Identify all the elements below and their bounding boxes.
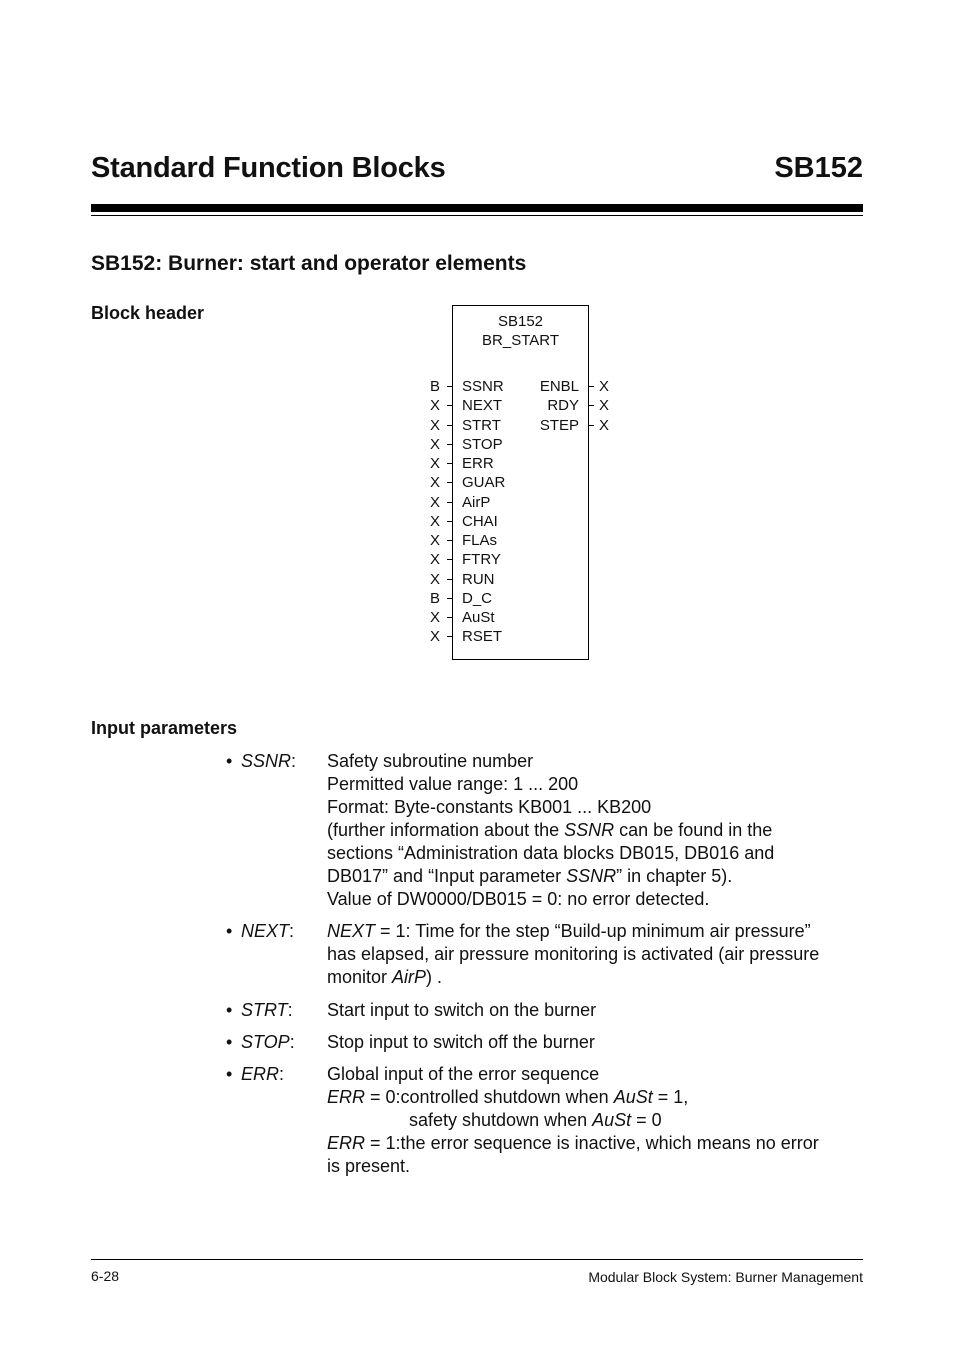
input-pin-row (0, 493, 954, 512)
input-pin-type: B (430, 590, 441, 607)
text-line: Permitted value range: 1 ... 200 (327, 774, 579, 794)
input-pin-name: AuSt (462, 609, 495, 626)
input-pin-type: X (430, 628, 441, 645)
text-run-italic: ERR (327, 1133, 366, 1153)
text-run: controlled shutdown when (400, 1087, 614, 1107)
param-colon: : (279, 1064, 285, 1084)
input-pin-name: STRT (462, 417, 501, 434)
input-pin-row (0, 435, 954, 454)
text-run: ” in chapter 5). (616, 866, 733, 886)
bullet: • (226, 751, 233, 771)
input-pin-type: X (430, 436, 441, 453)
text-line: sections “Administration data blocks DB015, DB016 and (327, 843, 775, 863)
pin-connector (447, 598, 452, 599)
output-pin-type: X (599, 397, 610, 414)
text-run-italic: AuSt (592, 1110, 632, 1130)
text-line: Stop input to switch off the burner (327, 1032, 595, 1052)
block-type-name: BR_START (482, 332, 559, 349)
chapter-title: Standard Function Blocks (91, 152, 446, 184)
text-run: the error sequence is inactive, which means no error (400, 1133, 819, 1153)
input-pin-name: FLAs (462, 532, 498, 549)
input-pin-type: X (430, 455, 441, 472)
input-pin-type: X (430, 551, 441, 568)
footer-rule (91, 1259, 863, 1260)
input-pin-row (0, 570, 954, 589)
text-run: monitor (327, 967, 393, 987)
output-pin-type: X (599, 378, 610, 395)
input-pin-name: RSET (462, 628, 503, 645)
text-run-italic: NEXT (327, 921, 376, 941)
text-line (327, 1086, 863, 1109)
footer-doc-title: Modular Block System: Burner Management (588, 1269, 863, 1285)
text-run-italic: SSNR (564, 820, 615, 840)
input-pin-row (0, 512, 954, 531)
input-pin-name: GUAR (462, 474, 506, 491)
bullet: • (226, 1000, 233, 1020)
text-line (327, 966, 863, 989)
text-line: Format: Byte-constants KB001 ... KB200 (327, 797, 652, 817)
text-run-italic: AirP (392, 967, 427, 987)
text-run: = 0: (365, 1087, 401, 1107)
output-pin-row (0, 396, 954, 415)
text-run-italic: AuSt (613, 1087, 653, 1107)
text-run: DB017” and “Input parameter (327, 866, 567, 886)
text-run: = 0 (631, 1110, 662, 1130)
text-run: = 1: Time for the step “Build-up minimum air pressure” (375, 921, 811, 941)
param-description (327, 999, 863, 1022)
section-title: SB152: Burner: start and operator elements (91, 252, 527, 275)
input-pin-type: X (430, 417, 441, 434)
text-run: ) . (426, 967, 443, 987)
param-name: ERR (241, 1064, 280, 1084)
bullet: • (226, 1032, 233, 1052)
text-line: has elapsed, air pressure monitoring is activated (air pressure (327, 944, 820, 964)
input-parameters-heading: Input parameters (91, 718, 238, 738)
input-pin-type: X (430, 397, 441, 414)
text-run: = 1, (652, 1087, 689, 1107)
input-pin-type: X (430, 494, 441, 511)
text-line (327, 1132, 863, 1155)
input-pin-row (0, 550, 954, 569)
input-pin-name: RUN (462, 571, 495, 588)
param-colon: : (289, 921, 295, 941)
param-colon: : (289, 1032, 295, 1052)
input-pin-name: STOP (462, 436, 503, 453)
output-pin-name: RDY (547, 397, 579, 414)
header-rule-thin (91, 215, 863, 216)
pin-connector (589, 386, 594, 387)
text-line (327, 819, 863, 842)
param-description (327, 750, 863, 911)
page-number: 6-28 (91, 1268, 120, 1284)
text-line: Start input to switch on the burner (327, 1000, 597, 1020)
text-line: Safety subroutine number (327, 751, 534, 771)
input-pin-row (0, 589, 954, 608)
input-pin-name: SSNR (462, 378, 504, 395)
input-pin-row (0, 627, 954, 646)
text-run: = 1: (365, 1133, 401, 1153)
text-line (327, 920, 863, 943)
text-line: Value of DW0000/DB015 = 0: no error detected. (327, 889, 710, 909)
text-line (327, 865, 863, 888)
pin-connector (447, 559, 452, 560)
output-pin-row (0, 377, 954, 396)
input-pin-row (0, 531, 954, 550)
pin-connector (589, 405, 594, 406)
input-pin-name: CHAI (462, 513, 498, 530)
param-description (327, 1063, 863, 1178)
output-pin-name: ENBL (539, 378, 579, 395)
text-line (327, 1109, 863, 1132)
input-pin-row (0, 473, 954, 492)
pin-connector (447, 502, 452, 503)
pin-connector (447, 579, 452, 580)
input-pin-type: X (430, 474, 441, 491)
output-pin-type: X (599, 417, 610, 434)
pin-connector (447, 463, 452, 464)
param-colon: : (287, 1000, 293, 1020)
param-name: NEXT (241, 921, 290, 941)
output-pin-name: STEP (539, 417, 579, 434)
param-colon: : (291, 751, 297, 771)
param-description (327, 920, 863, 989)
pin-connector (447, 482, 452, 483)
pin-connector (447, 521, 452, 522)
bullet: • (226, 1064, 233, 1084)
input-pin-name: ERR (462, 455, 494, 472)
block-code-title: SB152 (774, 152, 863, 184)
input-pin-type: X (430, 532, 441, 549)
pin-connector (447, 636, 452, 637)
param-name: STOP (241, 1032, 290, 1052)
header-rule-thick (91, 204, 863, 212)
pin-connector (447, 540, 452, 541)
output-pin-row (0, 416, 954, 435)
param-name: SSNR (241, 751, 292, 771)
param-name: STRT (241, 1000, 288, 1020)
pin-connector (447, 444, 452, 445)
block-header-heading: Block header (91, 303, 205, 323)
input-pin-name: D_C (462, 590, 493, 607)
input-pin-type: X (430, 609, 441, 626)
input-pin-row (0, 608, 954, 627)
input-pin-name: AirP (462, 494, 491, 511)
text-run: can be found in the (614, 820, 773, 840)
input-pin-name: FTRY (462, 551, 501, 568)
param-description (327, 1031, 863, 1054)
input-pin-type: B (430, 378, 441, 395)
pin-connector (447, 617, 452, 618)
input-pin-type: X (430, 513, 441, 530)
block-name: SB152 (497, 313, 544, 330)
text-run: (further information about the (327, 820, 565, 840)
input-pin-row (0, 454, 954, 473)
input-pin-name: NEXT (462, 397, 503, 414)
input-pin-type: X (430, 571, 441, 588)
pin-connector (589, 425, 594, 426)
text-run: safety shutdown when (409, 1110, 593, 1130)
text-line: is present. (327, 1156, 411, 1176)
text-line: Global input of the error sequence (327, 1064, 600, 1084)
text-run-italic: ERR (327, 1087, 366, 1107)
bullet: • (226, 921, 233, 941)
text-run-italic: SSNR (566, 866, 617, 886)
